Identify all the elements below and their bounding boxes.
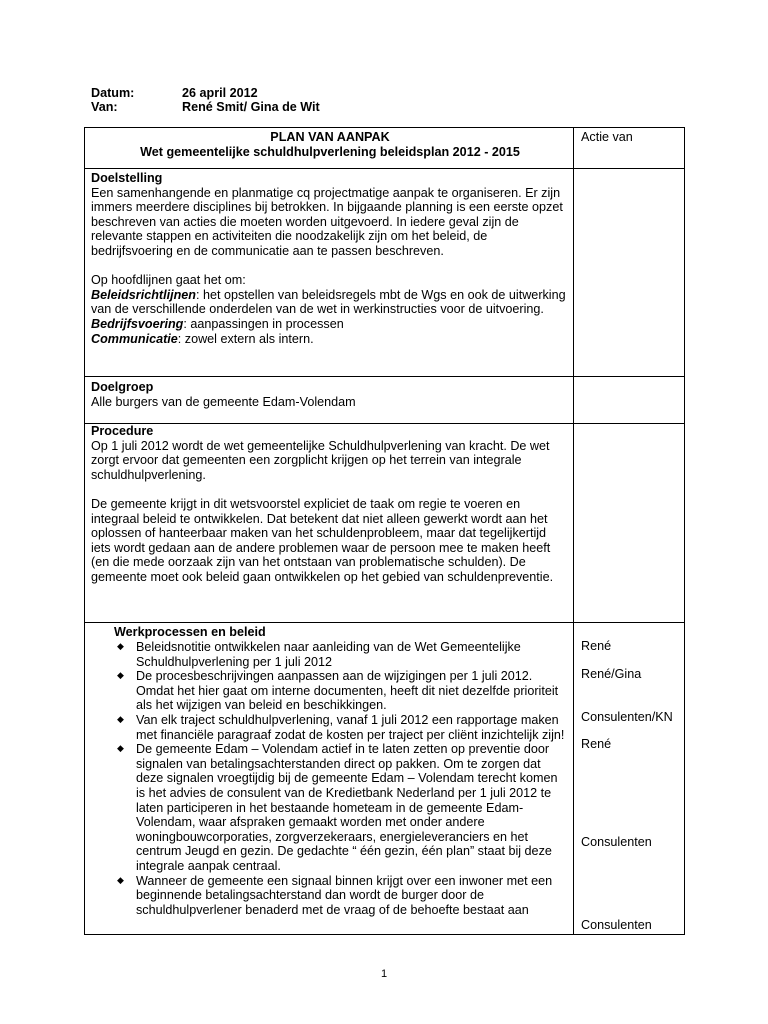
actor-label: Consulenten (581, 918, 652, 932)
doelstelling-intro: Op hoofdlijnen gaat het om: (91, 273, 246, 288)
procedure-paragraph: De gemeente krijgt in dit wetsvoorstel expliciet de taak om regie te voeren en integraal beleid te ontwikkelen. Dat betekent dat niet alleen gewerkt wordt aan het oplossen of hanteerbaar maken van het schuldenprobleem, maar dat tegelijkertijd iets wordt gedaan aan de andere problemen waar de persoon mee te maken heeft (en die mede oorzaak zijn van het ontstaan van problematische schulden). De gemeente moet ook beleid gaan ontwikkelen op het gebied van schuldenpreventie. (91, 496, 554, 584)
column-divider (573, 127, 574, 935)
datum-row (91, 86, 258, 101)
doelgroep-cell (91, 380, 569, 409)
procedure-cell (91, 424, 569, 585)
list-item: ◆ Van elk traject schuldhulpverlening, vanaf 1 juli 2012 een rapportage maken met financiële paragraaf zodat de kosten per traject per cliënt inzichtelijk zijn! (114, 713, 569, 742)
actor-label: Consulenten/KN (581, 710, 673, 724)
doelstelling-item-term: Bedrijfsvoering (91, 316, 184, 331)
table-border-left (84, 127, 85, 935)
page-number: 1 (380, 968, 388, 980)
datum-value: 26 april 2012 (182, 86, 258, 100)
doelstelling-item-term: Communicatie (91, 331, 178, 346)
van-label: Van: (91, 100, 118, 114)
table-border-bottom (84, 934, 685, 935)
werkprocessen-heading: Werkprocessen en beleid (114, 625, 266, 639)
row-divider (84, 376, 685, 377)
actor-label: René (581, 639, 612, 653)
actor-label: René/Gina (581, 667, 642, 681)
doelstelling-item (91, 288, 569, 317)
actor-label: René (581, 737, 612, 751)
doelgroep-heading: Doelgroep (91, 380, 154, 394)
list-item: ◆ Wanneer de gemeente een signaal binnen krijgt over een inwoner met een beginnende betalingsachterstand dan wordt de burger door de schuldhulpverlener benaderd met de vraag of de behoefte bestaat aan (114, 874, 569, 918)
werkprocessen-list (114, 640, 569, 917)
list-item: ◆ Beleidsnotitie ontwikkelen naar aanleiding van de Wet Gemeentelijke Schuldhulpverlening per 1 juli 2012 (114, 640, 569, 669)
row-divider (84, 168, 685, 169)
van-row (91, 100, 320, 115)
list-item: ◆ De gemeente Edam – Volendam actief in te laten zetten op preventie door signalen van betalingsachterstanden direct op pakken. Om te zorgen dat deze signalen vroegtijdig bij de gemeente Edam – Volendam terecht komen is het advies de consulent van de Kredietbank Nederland per 1 juli 2012 te laten participeren in het bestaande hometeam in de gemeente Edam-Volendam, waar afspraken gemaakt worden met onder andere woningbouwcorporaties, zorgverzekeraars, energieleveranciers en het centrum Jeugd en gezin. De gedachte “ één gezin, één plan” staat bij deze integrale aanpak centraal. (114, 742, 569, 873)
plan-title: PLAN VAN AANPAK (270, 130, 390, 144)
doelstelling-cell (91, 171, 569, 346)
doelstelling-item (91, 317, 569, 332)
datum-label: Datum: (91, 86, 135, 100)
plan-title-cell (91, 130, 569, 159)
actie-van-header: Actie van (581, 130, 633, 144)
doelstelling-item-text: : het opstellen van beleidsregels mbt de Wgs en ook de uitwerking van de verschillende onderdelen van de wet in werkinstructies voor de uitvoering. (91, 287, 566, 317)
doelstelling-heading: Doelstelling (91, 171, 163, 185)
list-item: ◆ De procesbeschrijvingen aanpassen aan de wijzigingen per 1 juli 2012. Omdat het hier gaat om interne documenten, heeft dit niet dezelfde prioriteit als het wijzigen van beleid en beschikkingen. (114, 669, 569, 713)
van-value: René Smit/ Gina de Wit (182, 100, 320, 114)
table-border-right (684, 127, 685, 935)
doelstelling-paragraph: Een samenhangende en planmatige cq projectmatige aanpak te organiseren. Er zijn immers meerdere disciplines bij betrokken. In bijgaande planning is een eerste opzet beschreven van acties die moeten worden uitgevoerd. In iedere geval zijn de relevante stappen en activiteiten die noodzakelijk zijn om het beleid, de bedrijfsvoering en de communicatie aan te passen beschreven. (91, 185, 563, 258)
procedure-heading: Procedure (91, 424, 154, 438)
row-divider (84, 622, 685, 623)
doelstelling-item-text: : zowel extern als intern. (177, 331, 314, 346)
doelstelling-item-text: : aanpassingen in processen (183, 316, 344, 331)
plan-subtitle: Wet gemeentelijke schuldhulpverlening beleidsplan 2012 - 2015 (140, 144, 520, 159)
werkprocessen-cell (114, 640, 569, 917)
procedure-paragraph: Op 1 juli 2012 wordt de wet gemeentelijke Schuldhulpverlening van kracht. De wet zorgt ervoor dat gemeenten een zorgplicht krijgen op het terrein van integrale schuldhulpverlening. (91, 438, 550, 482)
doelgroep-text: Alle burgers van de gemeente Edam-Volendam (91, 394, 356, 409)
table-border-top (84, 127, 685, 128)
doelstelling-item-term: Beleidsrichtlijnen (91, 287, 196, 302)
actor-label: Consulenten (581, 835, 652, 849)
doelstelling-item (91, 332, 569, 347)
